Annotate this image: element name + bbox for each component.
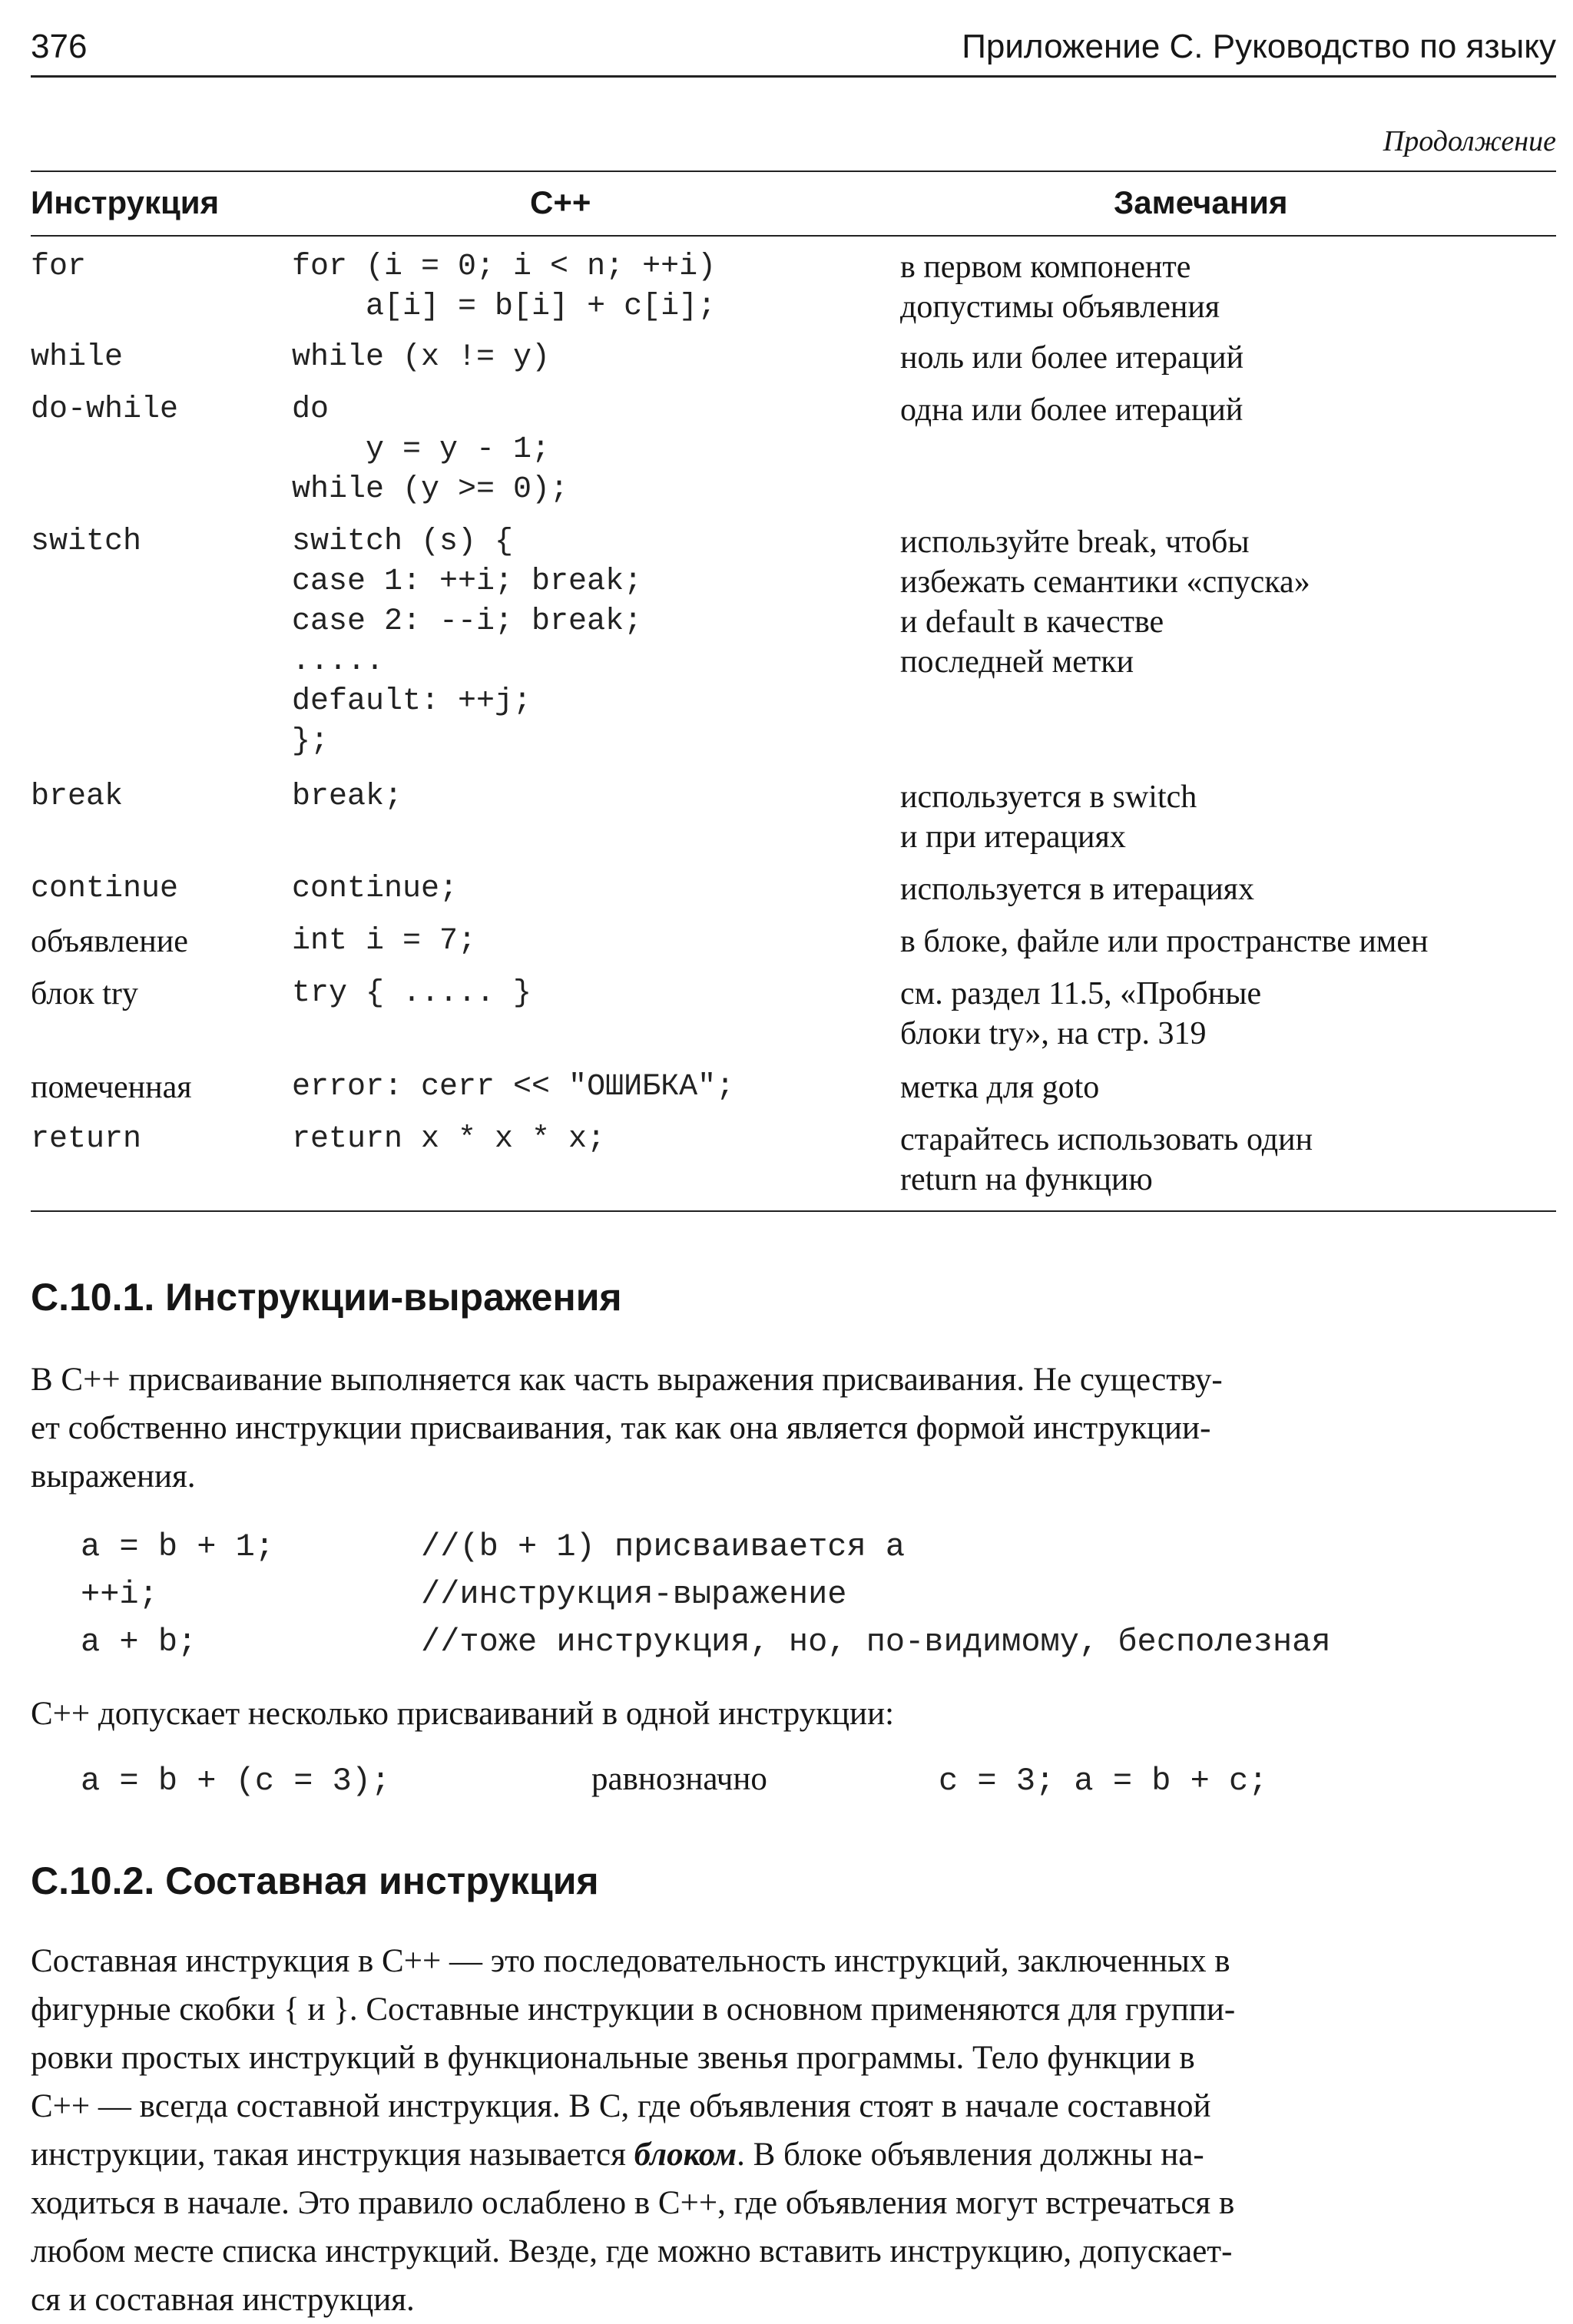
- table-row-remark: последней метки: [900, 644, 1134, 680]
- paragraph-text: . В блоке объявления должны на-: [737, 2137, 1204, 2173]
- table-row-code: .....: [292, 644, 385, 679]
- table-row-remark: метка для goto: [900, 1070, 1100, 1105]
- paragraph-line: ходиться в начале. Это правило ослаблено в С++, где объявления могут встречаться в: [31, 2185, 1235, 2221]
- paragraph-line: [31, 2130, 1551, 2179]
- table-row-remark: и при итерациях: [900, 819, 1126, 855]
- table-row-code: int i = 7;: [292, 924, 477, 958]
- table-row-code: switch (s) {: [292, 525, 514, 559]
- table-bottom-rule: [31, 1210, 1556, 1212]
- table-row-name: помеченная: [31, 1070, 192, 1105]
- table-row-remark: одна или более итераций: [900, 392, 1243, 428]
- table-row-code: break;: [292, 780, 403, 814]
- table-row-remark: и default в качестве: [900, 604, 1164, 640]
- table-row-remark: см. раздел 11.5, «Пробные: [900, 976, 1262, 1011]
- table-row-code: do: [292, 392, 330, 427]
- section-paragraph: С++ допускает несколько присваиваний в одной инструкции:: [31, 1696, 895, 1732]
- table-row-remark: используется в switch: [900, 780, 1197, 815]
- continued-label: Продолжение: [1383, 125, 1556, 157]
- table-row-name: switch: [31, 525, 142, 559]
- table-row-remark: используется в итерациях: [900, 872, 1254, 907]
- table-row-code: };: [292, 724, 330, 759]
- section-paragraph: [31, 1356, 1551, 1501]
- paragraph-line: ся и составная инструкция.: [31, 2282, 415, 2318]
- table-header-instruction: Инструкция: [31, 184, 220, 220]
- section-heading: С.10.2. Составная инструкция: [31, 1859, 599, 1902]
- equivalence-word: равнозначно: [591, 1761, 767, 1797]
- table-row-remark: избежать семантики «спуска»: [900, 564, 1310, 600]
- table-row-remark: ноль или более итераций: [900, 340, 1244, 376]
- paragraph-line: ет собственно инструкции присваивания, так как она является формой инструкции-: [31, 1410, 1211, 1446]
- code-comment: //тоже инструкция, но, по-видимому, бесполезная: [421, 1624, 1331, 1660]
- code-statement: a + b;: [81, 1624, 197, 1660]
- table-row-name: for: [31, 250, 87, 284]
- table-row-name: break: [31, 780, 124, 814]
- table-row-code: default: ++j;: [292, 684, 532, 719]
- running-title: Приложение С. Руководство по языку: [962, 28, 1556, 65]
- table-row-code: case 2: --i; break;: [292, 604, 643, 639]
- code-statement: a = b + 1;: [81, 1528, 275, 1565]
- table-row-name: блок try: [31, 976, 138, 1011]
- table-row-name: continue: [31, 872, 179, 906]
- section-heading: С.10.1. Инструкции-выражения: [31, 1276, 622, 1319]
- table-row-code: y = y - 1;: [292, 432, 551, 467]
- table-top-rule: [31, 170, 1556, 172]
- table-row-code: return x * x * x;: [292, 1122, 606, 1157]
- table-row-remark: старайтесь использовать один: [900, 1122, 1313, 1157]
- table-row-code: for (i = 0; i < n; ++i): [292, 250, 717, 284]
- emphasized-term: блоком: [634, 2137, 737, 2173]
- code-comment: //(b + 1) присваивается a: [421, 1528, 906, 1565]
- code-statement: ++i;: [81, 1576, 158, 1613]
- table-row-code: a[i] = b[i] + c[i];: [292, 290, 717, 324]
- table-row-remark: используйте break, чтобы: [900, 525, 1250, 560]
- page-number: 376: [31, 28, 88, 65]
- table-row-remark: в блоке, файле или пространстве имен: [900, 924, 1429, 959]
- table-header-rule: [31, 235, 1556, 237]
- table-header-cpp: С++: [530, 184, 591, 220]
- table-row-name: объявление: [31, 924, 188, 959]
- table-row-code: try { ..... }: [292, 976, 532, 1011]
- code-statement: a = b + (c = 3);: [81, 1763, 391, 1799]
- paragraph-line: С++ — всегда составной инструкция. В С, где объявления стоят в начале составной: [31, 2088, 1211, 2124]
- paragraph-line: В С++ присваивание выполняется как часть выражения присваивания. Не существу-: [31, 1362, 1223, 1398]
- table-row-code: case 1: ++i; break;: [292, 564, 643, 599]
- table-row-name: while: [31, 340, 124, 375]
- table-row-code: while (y >= 0);: [292, 472, 569, 507]
- table-row-remark: в первом компоненте: [900, 250, 1191, 285]
- table-row-remark: блоки try», на стр. 319: [900, 1016, 1207, 1051]
- paragraph-text: инструкции, такая инструкция называется: [31, 2137, 634, 2173]
- paragraph-line: выражения.: [31, 1458, 196, 1495]
- paragraph-line: ровки простых инструкций в функциональные звенья программы. Тело функции в: [31, 2040, 1195, 2076]
- table-row-code: while (x != y): [292, 340, 551, 375]
- table-row-name: do-while: [31, 392, 179, 427]
- table-row-name: return: [31, 1122, 142, 1157]
- section-paragraph: [31, 1937, 1551, 2324]
- table-header-remarks: Замечания: [1114, 184, 1288, 220]
- paragraph-line: фигурные скобки { и }. Составные инструкции в основном применяются для группи-: [31, 1991, 1236, 2028]
- code-statement: c = 3; a = b + c;: [939, 1763, 1268, 1799]
- table-row-code: continue;: [292, 872, 459, 906]
- table-row-code: error: cerr << "ОШИБКА";: [292, 1070, 735, 1104]
- table-row-remark: return на функцию: [900, 1162, 1153, 1197]
- code-comment: //инструкция-выражение: [421, 1576, 847, 1613]
- header-rule: [31, 75, 1556, 78]
- paragraph-line: Составная инструкция в С++ — это последовательность инструкций, заключенных в: [31, 1943, 1230, 1979]
- paragraph-line: любом месте списка инструкций. Везде, где можно вставить инструкцию, допускает-: [31, 2233, 1233, 2269]
- table-row-remark: допустимы объявления: [900, 290, 1220, 325]
